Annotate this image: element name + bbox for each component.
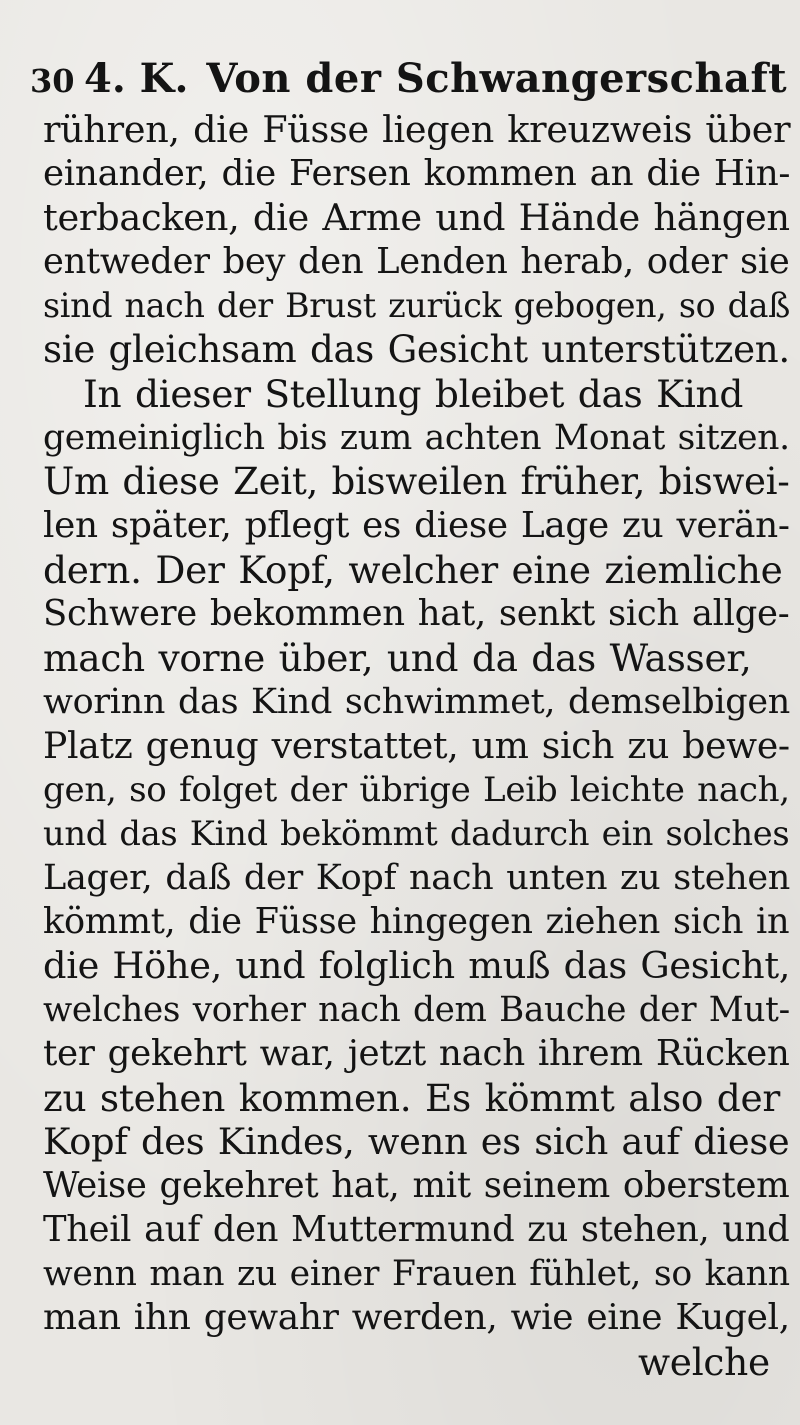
text-line: worinn das Kind schwimmet, demselbigen [43,682,790,722]
text-line: Um diese Zeit, bisweilen früher, biswei- [43,460,790,503]
text-line: len später, pflegt es diese Lage zu verän- [43,505,790,546]
text-line: sind nach der Brust zurück gebogen, so daß [43,286,791,325]
text-line: terbacken, die Arme und Hände hängen [43,196,790,239]
text-line: Weise gekehret hat, mit seinem oberstem [43,1165,790,1206]
text-line: ter gekehrt war, jetzt nach ihrem Rücken [43,1033,790,1074]
text-line: man ihn gewahr werden, wie eine Kugel, [43,1297,790,1338]
text-line: entweder bey den Lenden herab, oder sie [43,241,790,282]
paragraph-start-line: In dieser Stellung bleibet das Kind [83,372,744,416]
page-number: 30 [30,62,75,100]
catchword: welche [638,1340,770,1384]
text-line: Schwere bekommen hat, senkt sich allge- [43,593,790,634]
text-line: dern. Der Kopf, welcher eine ziemliche [43,548,783,592]
text-line: gemeiniglich bis zum achten Monat sitzen. [43,418,790,458]
running-head [30,52,790,106]
chapter-label: 4. K. [84,55,189,102]
text-line: einander, die Fersen kommen an die Hin- [43,153,791,194]
text-line: wenn man zu einer Frauen fühlet, so kann [43,1254,790,1294]
text-line: mach vorne über, und da das Wasser, [43,636,752,680]
text-line: rühren, die Füsse liegen kreuzweis über [43,108,791,151]
text-line: gen, so folget der übrige Leib leichte nach, [43,770,790,810]
text-line: und das Kind bekömmt dadurch ein solches [43,814,790,853]
text-line: kömmt, die Füsse hingegen ziehen sich in [43,901,790,942]
text-line: sie gleichsam das Gesicht unterstützen. [43,328,790,371]
text-line: Platz genug verstattet, um sich zu bewe- [43,724,790,767]
text-line: Kopf des Kindes, wenn es sich auf diese [43,1120,790,1163]
text-line: zu stehen kommen. Es kömmt also der [43,1076,781,1120]
chapter-title: Von der Schwangerschaft [206,55,788,102]
text-line: die Höhe, und folglich muß das Gesicht, [43,944,791,987]
text-line: Lager, daß der Kopf nach unten zu stehen [43,857,791,898]
text-line: Theil auf den Muttermund zu stehen, und [43,1209,790,1250]
text-line: welches vorher nach dem Bauche der Mut- [43,990,790,1030]
